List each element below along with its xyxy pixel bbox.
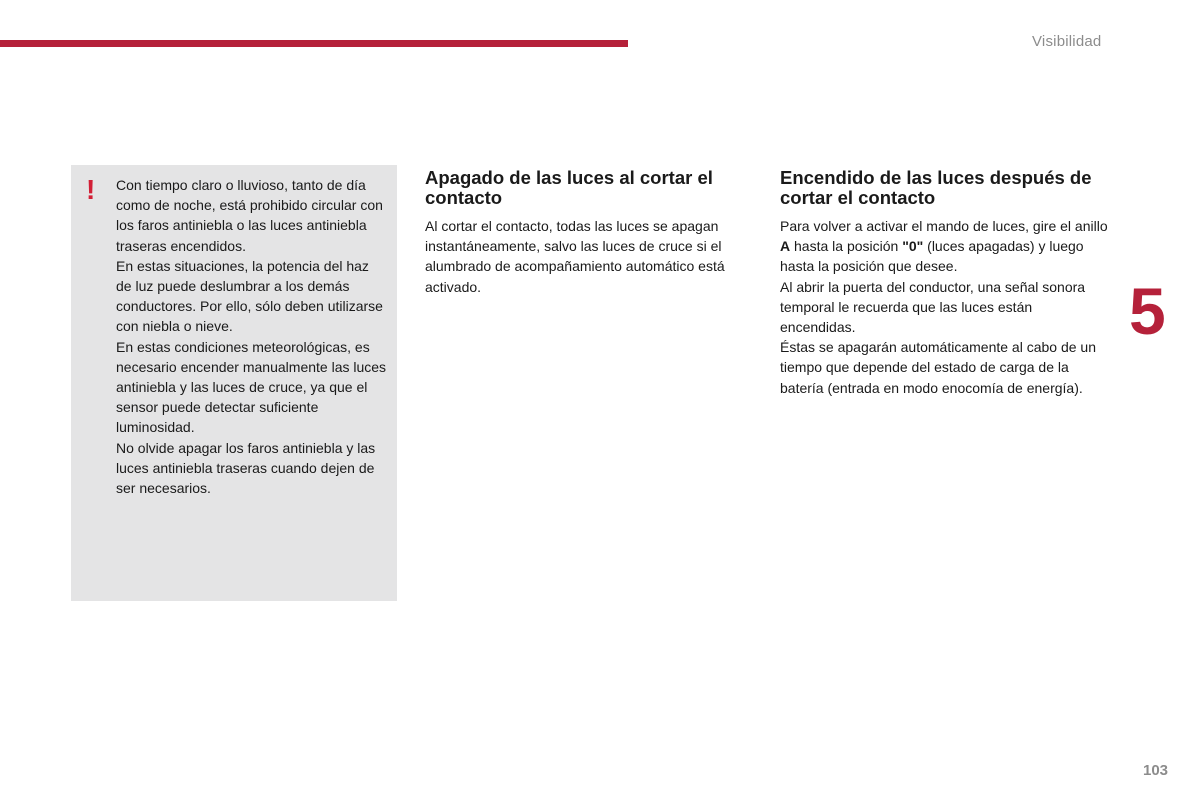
p1-text-end: (luces apagadas) y luego hasta la posición que desee.: [780, 238, 1084, 275]
section-lights-off-heading: Apagado de las luces al cortar el contacto: [425, 167, 713, 208]
p1-text-start: Para volver a activar el mando de luces, gire el anillo: [780, 218, 1108, 234]
p1-text-mid: hasta la posición: [790, 238, 903, 255]
warning-text: Con tiempo claro o lluvioso, tanto de día como de noche, está prohibido circular con los faros antiniebla o las luces antiniebla traseras encendidos. En estas situaciones, la potencia del haz de luz puede deslumbrar a los demás conductores. Por ello, sólo deben utilizarse con niebla o nieve. En estas condiciones meteorológicas, es necesario encender manualmente las luces antiniebla y las luces de cruce, ya que el sensor puede detectar suficiente luminosidad. No olvide apagar los faros antiniebla y las luces antiniebla traseras cuando dejen de ser necesarios.: [116, 177, 387, 497]
section-lights-off: [425, 168, 755, 297]
exclamation-icon: !: [86, 174, 96, 205]
ring-label-a: A: [780, 238, 791, 255]
section-lights-on-paragraph-1: [780, 216, 1110, 277]
position-zero-label: "0": [902, 238, 924, 255]
section-lights-on: [780, 168, 1110, 398]
chapter-number: 5: [1129, 274, 1166, 348]
section-lights-on-heading: Encendido de las luces después de cortar el contacto: [780, 167, 1092, 208]
section-lights-off-body: Al cortar el contacto, todas las luces se apagan instantáneamente, salvo las luces de cruce si el alumbrado de acompañamiento automático está activado.: [425, 218, 725, 295]
warning-box: [71, 165, 397, 601]
header-accent-bar: [0, 40, 628, 47]
section-lights-on-paragraph-3: Éstas se apagarán automáticamente al cabo de un tiempo que depende del estado de carga de la batería (entrada en modo enocomía de energía).: [780, 339, 1096, 396]
section-title: Visibilidad: [1032, 33, 1102, 50]
section-lights-on-paragraph-2: Al abrir la puerta del conductor, una señal sonora temporal le recuerda que las luces están encendidas.: [780, 278, 1086, 336]
page-number: 103: [1143, 762, 1169, 779]
